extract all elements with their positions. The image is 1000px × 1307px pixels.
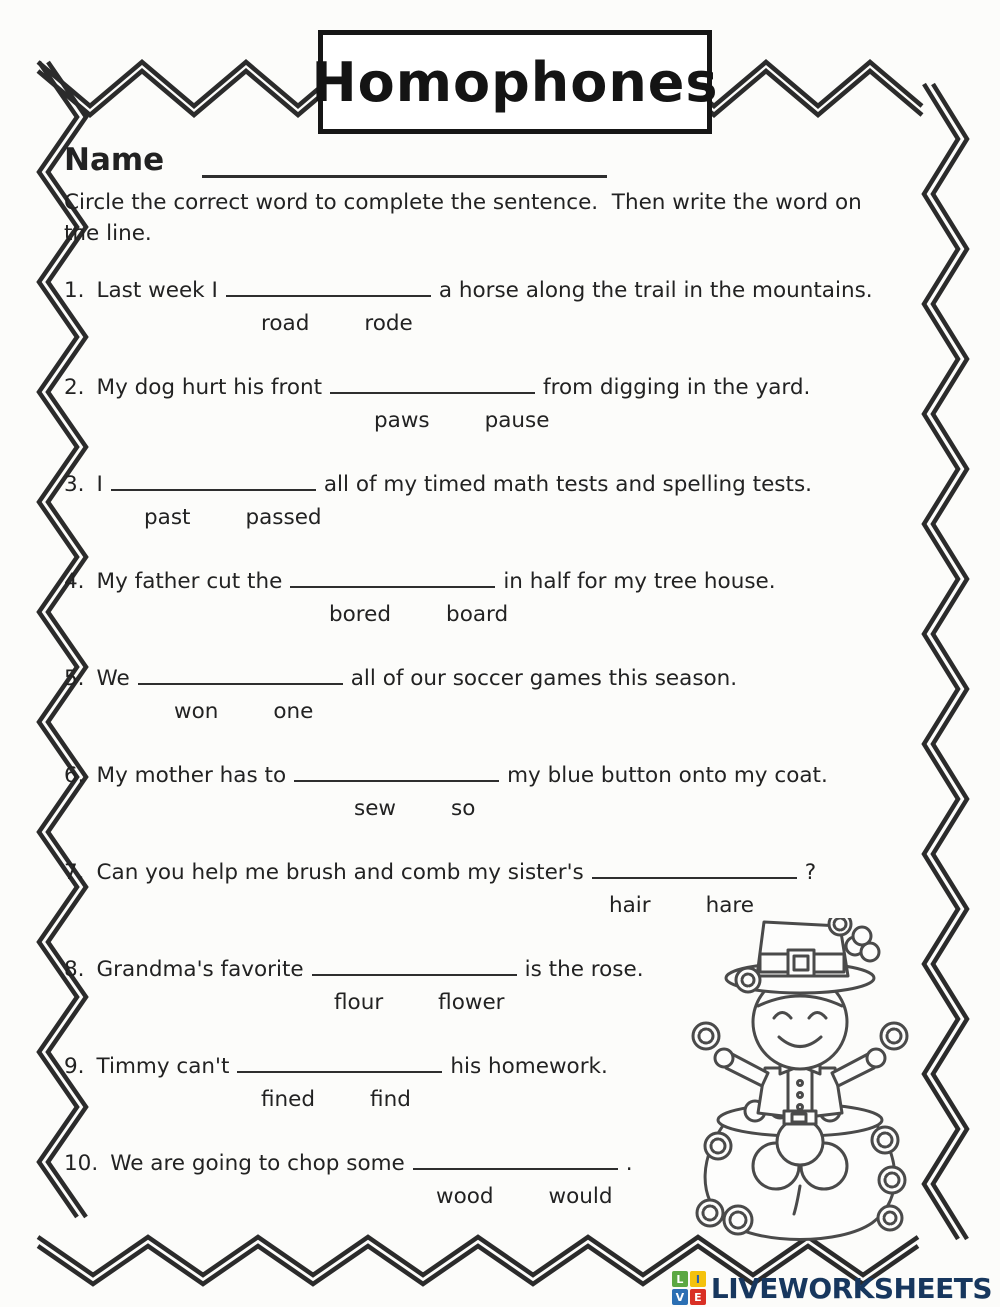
- word-choice[interactable]: road: [261, 311, 310, 337]
- question-number: 9.: [64, 1054, 85, 1080]
- word-choice[interactable]: hair: [609, 893, 651, 919]
- word-choice[interactable]: fined: [261, 1087, 316, 1113]
- answer-blank-line[interactable]: [111, 469, 316, 491]
- question-text-after-blank: my blue button onto my coat.: [507, 763, 828, 789]
- question-sentence: [64, 469, 894, 501]
- leprechaun-in-pot-icon: [680, 918, 920, 1248]
- word-choice[interactable]: sew: [354, 796, 397, 822]
- instructions-text: Circle the correct word to complete the sentence. Then write the word on the line.: [64, 190, 869, 246]
- word-choice[interactable]: would: [548, 1184, 613, 1210]
- question-text-before-blank: I: [96, 472, 103, 498]
- answer-blank-line[interactable]: [312, 954, 517, 976]
- word-choice[interactable]: one: [273, 699, 314, 725]
- question-text-before-blank: Last week I: [96, 278, 218, 304]
- question-text-after-blank: is the rose.: [524, 957, 644, 983]
- answer-blank-line[interactable]: [226, 275, 431, 297]
- question-number: 3.: [64, 472, 85, 498]
- word-choice[interactable]: rode: [364, 311, 413, 337]
- question-text-before-blank: We are going to chop some: [110, 1151, 405, 1177]
- question-text-after-blank: all of my timed math tests and spelling tests.: [323, 472, 812, 498]
- word-choice[interactable]: wood: [436, 1184, 494, 1210]
- word-choice[interactable]: past: [144, 505, 191, 531]
- question-text-before-blank: Timmy can't: [96, 1054, 230, 1080]
- logo-tile-e: E: [690, 1289, 706, 1305]
- answer-blank-line[interactable]: [294, 760, 499, 782]
- word-choice[interactable]: won: [174, 699, 219, 725]
- question-number: 6.: [64, 763, 85, 789]
- word-choice[interactable]: flour: [334, 990, 384, 1016]
- answer-blank-line[interactable]: [413, 1148, 618, 1170]
- question-sentence: [64, 760, 894, 792]
- answer-blank-line[interactable]: [138, 663, 343, 685]
- word-choice[interactable]: hare: [705, 893, 755, 919]
- question-number: 5.: [64, 666, 85, 692]
- question-number: 2.: [64, 375, 85, 401]
- question-row: [64, 372, 894, 436]
- word-choices: [261, 309, 894, 339]
- question-row: [64, 663, 894, 727]
- liveworksheets-logo-icon: [672, 1271, 706, 1305]
- logo-tile-v: V: [672, 1289, 688, 1305]
- question-sentence: [64, 275, 894, 307]
- question-sentence: [64, 566, 894, 598]
- question-row: [64, 857, 894, 921]
- word-choice[interactable]: pause: [484, 408, 550, 434]
- word-choices: [144, 503, 894, 533]
- question-text-before-blank: Grandma's favorite: [96, 957, 304, 983]
- word-choices: [609, 891, 894, 921]
- question-sentence: [64, 663, 894, 695]
- question-text-before-blank: My dog hurt his front: [96, 375, 323, 401]
- word-choice[interactable]: bored: [329, 602, 392, 628]
- word-choice[interactable]: so: [451, 796, 476, 822]
- question-text-after-blank: ?: [804, 860, 817, 886]
- name-row: [64, 138, 894, 178]
- word-choice[interactable]: find: [370, 1087, 411, 1113]
- question-sentence: [64, 857, 894, 889]
- question-number: 7.: [64, 860, 85, 886]
- title-box: [311, 30, 719, 134]
- logo-tile-l: L: [672, 1271, 688, 1287]
- leprechaun-illustration: [680, 918, 920, 1252]
- word-choice[interactable]: board: [446, 602, 509, 628]
- word-choices: [354, 794, 894, 824]
- question-text-before-blank: Can you help me brush and comb my sister's: [96, 860, 584, 886]
- question-number: 1.: [64, 278, 85, 304]
- word-choice[interactable]: flower: [438, 990, 505, 1016]
- question-text-after-blank: his homework.: [450, 1054, 608, 1080]
- question-text-before-blank: We: [96, 666, 130, 692]
- word-choices: [174, 697, 894, 727]
- liveworksheets-logo[interactable]: [672, 1271, 992, 1305]
- word-choice[interactable]: paws: [374, 408, 430, 434]
- question-text-after-blank: all of our soccer games this season.: [350, 666, 738, 692]
- answer-blank-line[interactable]: [237, 1051, 442, 1073]
- question-row: [64, 275, 894, 339]
- question-sentence: [64, 372, 894, 404]
- question-row: [64, 760, 894, 824]
- page-title: Homophones: [311, 50, 719, 114]
- question-number: 4.: [64, 569, 85, 595]
- answer-blank-line[interactable]: [290, 566, 495, 588]
- liveworksheets-logo-text: LIVEWORKSHEETS: [710, 1271, 992, 1305]
- question-text-after-blank: from digging in the yard.: [543, 375, 811, 401]
- question-text-after-blank: .: [625, 1151, 633, 1177]
- question-row: [64, 469, 894, 533]
- word-choices: [374, 406, 894, 436]
- question-row: [64, 566, 894, 630]
- word-choices: [329, 600, 894, 630]
- logo-tile-i: I: [690, 1271, 706, 1287]
- word-choice[interactable]: passed: [245, 505, 322, 531]
- question-text-before-blank: My mother has to: [96, 763, 287, 789]
- answer-blank-line[interactable]: [592, 857, 797, 879]
- question-number: 8.: [64, 957, 85, 983]
- question-text-before-blank: My father cut the: [96, 569, 283, 595]
- name-answer-line[interactable]: [202, 141, 607, 178]
- answer-blank-line[interactable]: [330, 372, 535, 394]
- question-number: 10.: [64, 1151, 99, 1177]
- question-text-after-blank: in half for my tree house.: [503, 569, 776, 595]
- question-text-after-blank: a horse along the trail in the mountains.: [438, 278, 873, 304]
- name-label: Name: [64, 142, 165, 178]
